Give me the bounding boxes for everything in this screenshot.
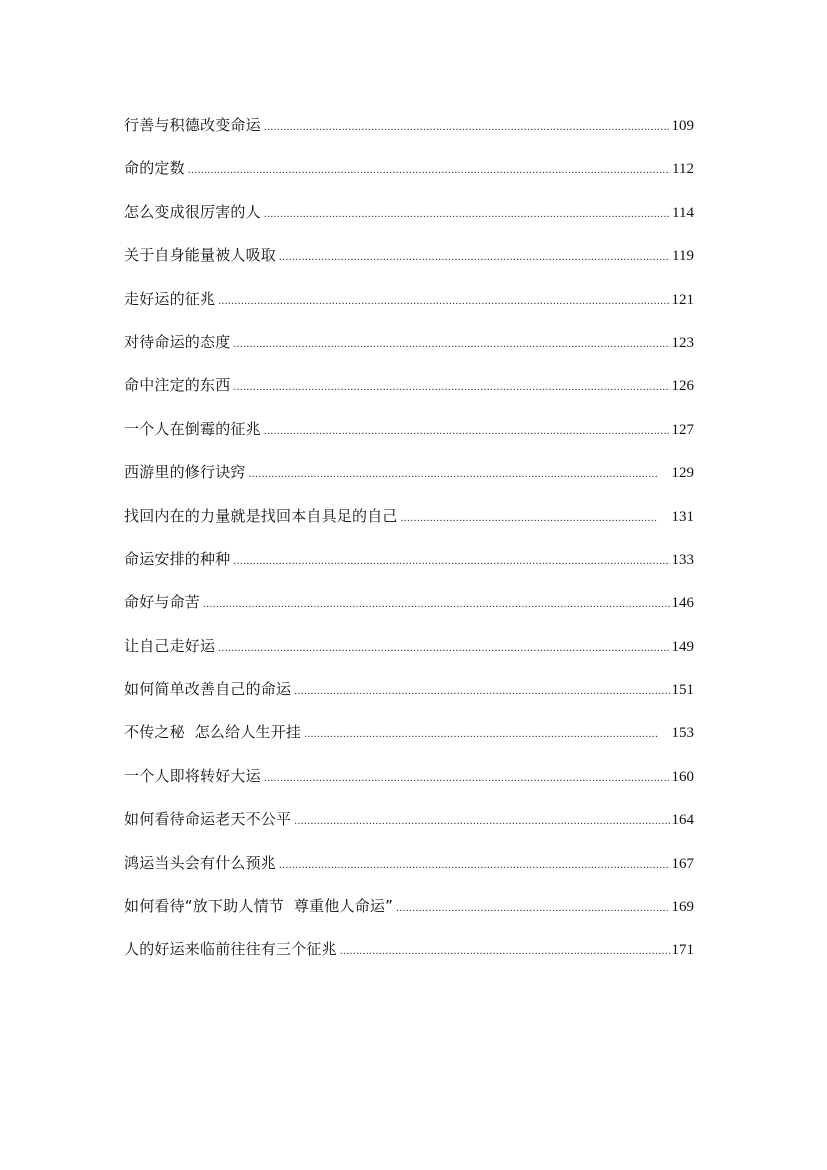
toc-page-number: 153 (671, 725, 694, 742)
toc-page-number: 171 (671, 942, 694, 959)
toc-entry[interactable] (124, 329, 694, 372)
toc-page-number: 133 (671, 551, 694, 568)
toc-entry[interactable] (124, 503, 694, 546)
table-of-contents (124, 112, 694, 980)
toc-entry[interactable] (124, 155, 694, 198)
toc-page-number: 127 (671, 421, 694, 438)
toc-entry-title: 一个人在倒霉的征兆 (124, 419, 261, 438)
toc-entry-title: 走好运的征兆 (124, 289, 216, 308)
toc-entry-title: 怎么变成很厉害的人 (124, 202, 261, 221)
toc-dot-leader (279, 244, 670, 270)
toc-entry-title: 命好与命苦 (124, 593, 201, 612)
toc-page-number: 149 (671, 638, 694, 655)
toc-dot-leader (218, 288, 669, 314)
toc-entry-title: 人的好运来临前往往有三个征兆 (124, 940, 337, 959)
toc-dot-leader (249, 461, 658, 487)
toc-dot-leader (304, 721, 657, 747)
toc-entry[interactable] (124, 199, 694, 242)
toc-entry[interactable] (124, 242, 694, 285)
toc-page-number: 126 (671, 378, 694, 395)
toc-dot-leader (188, 157, 670, 183)
toc-page-number: 123 (671, 334, 694, 351)
toc-dot-leader (396, 895, 669, 921)
toc-entry[interactable] (124, 546, 694, 589)
toc-dot-leader (401, 505, 658, 531)
toc-page-number: 151 (671, 682, 694, 699)
toc-entry[interactable] (124, 372, 694, 415)
toc-page-number: 146 (671, 595, 694, 612)
toc-entry[interactable] (124, 893, 694, 936)
toc-entry-title: 关于自身能量被人吸取 (124, 246, 277, 265)
toc-dot-leader (264, 418, 670, 444)
toc-entry[interactable] (124, 286, 694, 329)
toc-dot-leader (264, 114, 670, 140)
toc-dot-leader (294, 678, 669, 704)
toc-dot-leader (233, 548, 669, 574)
toc-dot-leader (233, 374, 669, 400)
toc-dot-leader (264, 765, 670, 791)
toc-dot-leader (264, 201, 670, 227)
toc-entry-title: 命中注定的东西 (124, 376, 231, 395)
toc-entry-title: 找回内在的力量就是找回本自具足的自己 (124, 506, 398, 525)
toc-page-number: 129 (671, 465, 694, 482)
toc-page-number: 109 (671, 118, 694, 134)
toc-entry-title: 如何看待“放下助人情节 尊重他人命运” (124, 897, 394, 916)
toc-entry[interactable] (124, 806, 694, 849)
toc-dot-leader (279, 852, 669, 878)
toc-entry[interactable] (124, 850, 694, 893)
toc-page-number: 114 (672, 204, 694, 221)
toc-entry[interactable] (124, 676, 694, 719)
toc-page-number: 112 (672, 161, 694, 178)
toc-dot-leader (218, 635, 669, 661)
toc-entry[interactable] (124, 763, 694, 806)
toc-entry-title: 不传之秘 怎么给人生开挂 (124, 723, 302, 742)
toc-dot-leader (233, 331, 669, 357)
toc-entry-title: 一个人即将转好大运 (124, 766, 261, 785)
toc-page-number: 167 (671, 855, 694, 872)
toc-entry-title: 让自己走好运 (124, 636, 216, 655)
toc-entry-title: 如何看待命运老天不公平 (124, 810, 292, 829)
toc-dot-leader (340, 938, 670, 964)
toc-entry-title: 鸿运当头会有什么预兆 (124, 853, 277, 872)
toc-entry-title: 命的定数 (124, 159, 185, 178)
toc-entry-title: 命运安排的种种 (124, 549, 231, 568)
toc-page-number: 169 (671, 899, 694, 916)
toc-page-number: 131 (671, 508, 694, 525)
toc-entry-title: 对待命运的态度 (124, 332, 231, 351)
toc-page-number: 160 (671, 768, 694, 785)
toc-entry[interactable] (124, 719, 694, 762)
toc-dot-leader (203, 591, 669, 617)
toc-entry[interactable] (124, 112, 694, 155)
toc-entry-title: 行善与积德改变命运 (124, 116, 261, 134)
toc-entry[interactable] (124, 416, 694, 459)
toc-entry-title: 如何简单改善自己的命运 (124, 680, 292, 699)
toc-page-number: 164 (671, 812, 694, 829)
toc-dot-leader (294, 808, 669, 834)
toc-entry[interactable] (124, 459, 694, 502)
toc-entry[interactable] (124, 633, 694, 676)
toc-entry-title: 西游里的修行诀窍 (124, 463, 246, 482)
toc-page-number: 121 (671, 291, 694, 308)
toc-entry[interactable] (124, 589, 694, 632)
toc-entry[interactable] (124, 936, 694, 979)
toc-page-number: 119 (672, 248, 694, 265)
